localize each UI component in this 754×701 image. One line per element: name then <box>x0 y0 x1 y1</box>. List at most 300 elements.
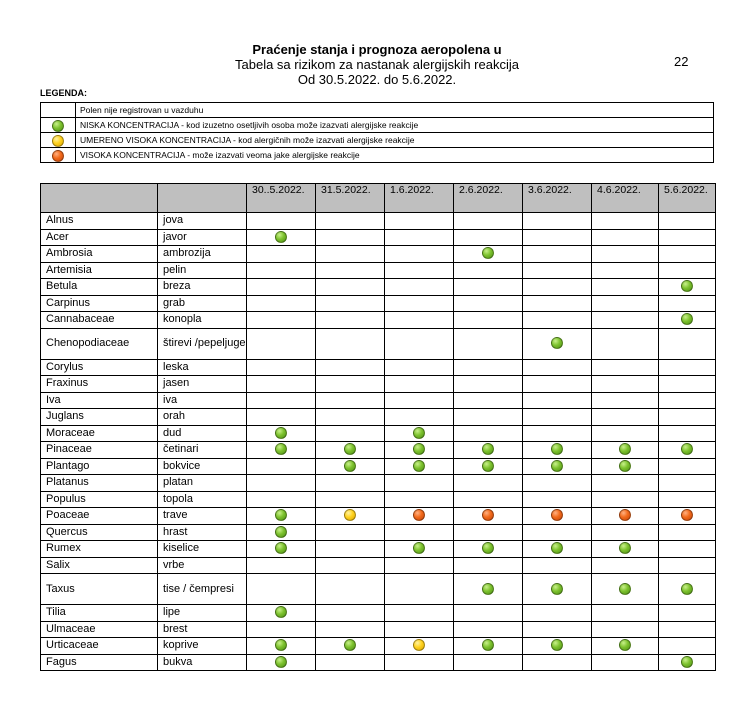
local-name: koprive <box>158 638 247 655</box>
concentration-cell <box>316 425 385 442</box>
table-row <box>41 409 716 426</box>
concentration-cell <box>592 557 659 574</box>
concentration-cell <box>385 425 454 442</box>
header-date: 5.6.2022. <box>659 184 716 213</box>
latin-name: Acer <box>41 229 158 246</box>
table-row <box>41 295 716 312</box>
latin-name: Pinaceae <box>41 442 158 459</box>
concentration-cell <box>523 279 592 296</box>
concentration-cell <box>523 425 592 442</box>
local-name: brest <box>158 621 247 638</box>
local-name: bukva <box>158 654 247 671</box>
concentration-cell <box>592 229 659 246</box>
concentration-cell <box>247 638 316 655</box>
concentration-cell <box>454 246 523 263</box>
low-concentration-dot-icon <box>681 583 693 595</box>
concentration-cell <box>454 376 523 393</box>
concentration-cell <box>454 442 523 459</box>
moderate-concentration-dot-icon <box>52 135 64 147</box>
latin-name: Urticaceae <box>41 638 158 655</box>
concentration-cell <box>247 295 316 312</box>
concentration-cell <box>454 229 523 246</box>
concentration-cell <box>523 246 592 263</box>
legend-title: LEGENDA: <box>40 88 87 98</box>
concentration-cell <box>454 508 523 525</box>
concentration-cell <box>592 376 659 393</box>
low-concentration-dot-icon <box>275 509 287 521</box>
concentration-cell <box>247 262 316 279</box>
concentration-cell <box>659 279 716 296</box>
concentration-cell <box>592 605 659 622</box>
low-concentration-dot-icon <box>275 526 287 538</box>
low-concentration-dot-icon <box>413 427 425 439</box>
concentration-cell <box>316 392 385 409</box>
concentration-cell <box>316 295 385 312</box>
local-name: bokvice <box>158 458 247 475</box>
table-row <box>41 213 716 230</box>
low-concentration-dot-icon <box>413 460 425 472</box>
low-concentration-dot-icon <box>681 313 693 325</box>
local-name: platan <box>158 475 247 492</box>
concentration-cell <box>592 442 659 459</box>
concentration-cell <box>454 574 523 605</box>
local-name: pelin <box>158 262 247 279</box>
legend-row <box>41 133 714 148</box>
concentration-cell <box>659 491 716 508</box>
low-concentration-dot-icon <box>551 460 563 472</box>
concentration-cell <box>592 524 659 541</box>
high-concentration-dot-icon <box>619 509 631 521</box>
low-concentration-dot-icon <box>52 120 64 132</box>
concentration-cell <box>385 574 454 605</box>
concentration-cell <box>659 246 716 263</box>
legend-symbol <box>41 133 76 148</box>
concentration-cell <box>659 213 716 230</box>
concentration-cell <box>523 621 592 638</box>
concentration-cell <box>592 409 659 426</box>
low-concentration-dot-icon <box>482 460 494 472</box>
concentration-cell <box>316 621 385 638</box>
latin-name: Juglans <box>41 409 158 426</box>
concentration-cell <box>316 524 385 541</box>
concentration-cell <box>523 475 592 492</box>
local-name: orah <box>158 409 247 426</box>
latin-name: Poaceae <box>41 508 158 525</box>
concentration-cell <box>385 295 454 312</box>
latin-name: Artemisia <box>41 262 158 279</box>
concentration-cell <box>247 541 316 558</box>
concentration-cell <box>247 213 316 230</box>
concentration-cell <box>316 312 385 329</box>
concentration-cell <box>385 392 454 409</box>
concentration-cell <box>523 557 592 574</box>
concentration-cell <box>523 442 592 459</box>
concentration-cell <box>316 541 385 558</box>
local-name: četinari <box>158 442 247 459</box>
concentration-cell <box>316 508 385 525</box>
concentration-cell <box>454 425 523 442</box>
low-concentration-dot-icon <box>551 542 563 554</box>
table-header-row <box>41 184 716 213</box>
low-concentration-dot-icon <box>482 639 494 651</box>
concentration-cell <box>592 312 659 329</box>
concentration-cell <box>523 229 592 246</box>
latin-name: Plantago <box>41 458 158 475</box>
concentration-cell <box>385 508 454 525</box>
legend-row <box>41 148 714 163</box>
concentration-cell <box>454 328 523 359</box>
concentration-cell <box>385 229 454 246</box>
low-concentration-dot-icon <box>413 443 425 455</box>
concentration-cell <box>385 409 454 426</box>
concentration-cell <box>659 262 716 279</box>
concentration-cell <box>454 491 523 508</box>
concentration-cell <box>659 312 716 329</box>
header-date: 3.6.2022. <box>523 184 592 213</box>
pollen-table <box>40 183 716 671</box>
table-row <box>41 491 716 508</box>
low-concentration-dot-icon <box>551 443 563 455</box>
concentration-cell <box>523 654 592 671</box>
concentration-cell <box>659 229 716 246</box>
concentration-cell <box>316 557 385 574</box>
concentration-cell <box>592 425 659 442</box>
concentration-cell <box>592 328 659 359</box>
concentration-cell <box>523 213 592 230</box>
low-concentration-dot-icon <box>275 606 287 618</box>
low-concentration-dot-icon <box>551 639 563 651</box>
concentration-cell <box>523 359 592 376</box>
concentration-cell <box>592 279 659 296</box>
latin-name: Salix <box>41 557 158 574</box>
concentration-cell <box>385 557 454 574</box>
latin-name: Platanus <box>41 475 158 492</box>
legend-row <box>41 118 714 133</box>
table-row <box>41 458 716 475</box>
table-row <box>41 229 716 246</box>
concentration-cell <box>523 541 592 558</box>
concentration-cell <box>316 246 385 263</box>
concentration-cell <box>592 213 659 230</box>
high-concentration-dot-icon <box>52 150 64 162</box>
local-name: trave <box>158 508 247 525</box>
table-row <box>41 605 716 622</box>
concentration-cell <box>523 638 592 655</box>
latin-name: Alnus <box>41 213 158 230</box>
concentration-cell <box>659 295 716 312</box>
concentration-cell <box>454 541 523 558</box>
concentration-cell <box>523 376 592 393</box>
concentration-cell <box>247 392 316 409</box>
header-latin <box>41 184 158 213</box>
concentration-cell <box>659 328 716 359</box>
table-row <box>41 246 716 263</box>
concentration-cell <box>247 654 316 671</box>
legend-row <box>41 103 714 118</box>
table-row <box>41 328 716 359</box>
low-concentration-dot-icon <box>413 542 425 554</box>
local-name: ambrozija <box>158 246 247 263</box>
concentration-cell <box>523 262 592 279</box>
latin-name: Cannabaceae <box>41 312 158 329</box>
concentration-cell <box>592 508 659 525</box>
low-concentration-dot-icon <box>275 639 287 651</box>
concentration-cell <box>592 392 659 409</box>
concentration-cell <box>247 605 316 622</box>
latin-name: Chenopodiaceae <box>41 328 158 359</box>
concentration-cell <box>659 425 716 442</box>
concentration-cell <box>523 508 592 525</box>
concentration-cell <box>659 621 716 638</box>
concentration-cell <box>316 605 385 622</box>
concentration-cell <box>523 574 592 605</box>
concentration-cell <box>659 541 716 558</box>
table-row <box>41 557 716 574</box>
table-row <box>41 475 716 492</box>
local-name: kiselice <box>158 541 247 558</box>
low-concentration-dot-icon <box>275 656 287 668</box>
concentration-cell <box>454 295 523 312</box>
local-name: breza <box>158 279 247 296</box>
table-row <box>41 279 716 296</box>
local-name: lipe <box>158 605 247 622</box>
page-number: 22 <box>674 54 689 69</box>
concentration-cell <box>659 574 716 605</box>
concentration-cell <box>659 638 716 655</box>
table-row <box>41 442 716 459</box>
concentration-cell <box>316 328 385 359</box>
concentration-cell <box>454 605 523 622</box>
local-name: grab <box>158 295 247 312</box>
concentration-cell <box>385 246 454 263</box>
concentration-cell <box>385 638 454 655</box>
local-name: štirevi /pepeljuge <box>158 328 247 359</box>
concentration-cell <box>592 621 659 638</box>
latin-name: Populus <box>41 491 158 508</box>
low-concentration-dot-icon <box>482 583 494 595</box>
latin-name: Ulmaceae <box>41 621 158 638</box>
concentration-cell <box>592 574 659 605</box>
concentration-cell <box>454 312 523 329</box>
concentration-cell <box>592 638 659 655</box>
concentration-cell <box>592 458 659 475</box>
concentration-cell <box>247 328 316 359</box>
header-date: 1.6.2022. <box>385 184 454 213</box>
concentration-cell <box>659 557 716 574</box>
table-row <box>41 392 716 409</box>
low-concentration-dot-icon <box>619 443 631 455</box>
concentration-cell <box>247 442 316 459</box>
low-concentration-dot-icon <box>275 231 287 243</box>
table-row <box>41 524 716 541</box>
table-row <box>41 312 716 329</box>
concentration-cell <box>385 458 454 475</box>
low-concentration-dot-icon <box>275 542 287 554</box>
local-name: iva <box>158 392 247 409</box>
concentration-cell <box>316 442 385 459</box>
header-date: 30..5.2022. <box>247 184 316 213</box>
concentration-cell <box>592 541 659 558</box>
concentration-cell <box>454 409 523 426</box>
concentration-cell <box>316 654 385 671</box>
table-row <box>41 359 716 376</box>
concentration-cell <box>659 442 716 459</box>
concentration-cell <box>659 508 716 525</box>
latin-name: Fraxinus <box>41 376 158 393</box>
concentration-cell <box>316 262 385 279</box>
concentration-cell <box>454 654 523 671</box>
concentration-cell <box>592 262 659 279</box>
concentration-cell <box>592 654 659 671</box>
concentration-cell <box>523 491 592 508</box>
report-title: Praćenje stanja i prognoza aeropolena u <box>252 42 502 57</box>
low-concentration-dot-icon <box>619 460 631 472</box>
concentration-cell <box>247 229 316 246</box>
concentration-cell <box>523 312 592 329</box>
concentration-cell <box>659 359 716 376</box>
local-name: konopla <box>158 312 247 329</box>
legend-symbol <box>41 118 76 133</box>
table-row <box>41 621 716 638</box>
latin-name: Tilia <box>41 605 158 622</box>
latin-name: Ambrosia <box>41 246 158 263</box>
latin-name: Fagus <box>41 654 158 671</box>
concentration-cell <box>659 475 716 492</box>
concentration-cell <box>385 541 454 558</box>
low-concentration-dot-icon <box>551 583 563 595</box>
low-concentration-dot-icon <box>482 247 494 259</box>
concentration-cell <box>247 557 316 574</box>
legend-table <box>40 102 714 163</box>
concentration-cell <box>247 458 316 475</box>
concentration-cell <box>385 262 454 279</box>
concentration-cell <box>316 229 385 246</box>
concentration-cell <box>247 475 316 492</box>
low-concentration-dot-icon <box>275 427 287 439</box>
concentration-cell <box>592 295 659 312</box>
local-name: hrast <box>158 524 247 541</box>
concentration-cell <box>316 279 385 296</box>
legend-text: VISOKA KONCENTRACIJA - može izazvati veoma jake alergijske reakcije <box>76 148 714 163</box>
concentration-cell <box>385 279 454 296</box>
concentration-cell <box>454 621 523 638</box>
low-concentration-dot-icon <box>344 443 356 455</box>
high-concentration-dot-icon <box>413 509 425 521</box>
concentration-cell <box>454 524 523 541</box>
low-concentration-dot-icon <box>619 639 631 651</box>
latin-name: Carpinus <box>41 295 158 312</box>
concentration-cell <box>454 458 523 475</box>
table-row <box>41 508 716 525</box>
concentration-cell <box>316 475 385 492</box>
concentration-cell <box>385 491 454 508</box>
concentration-cell <box>247 312 316 329</box>
concentration-cell <box>247 359 316 376</box>
high-concentration-dot-icon <box>551 509 563 521</box>
low-concentration-dot-icon <box>681 280 693 292</box>
latin-name: Taxus <box>41 574 158 605</box>
concentration-cell <box>592 491 659 508</box>
concentration-cell <box>385 312 454 329</box>
latin-name: Quercus <box>41 524 158 541</box>
concentration-cell <box>385 654 454 671</box>
low-concentration-dot-icon <box>619 583 631 595</box>
high-concentration-dot-icon <box>482 509 494 521</box>
concentration-cell <box>247 574 316 605</box>
concentration-cell <box>385 605 454 622</box>
concentration-cell <box>247 279 316 296</box>
concentration-cell <box>454 359 523 376</box>
table-row <box>41 654 716 671</box>
concentration-cell <box>523 328 592 359</box>
concentration-cell <box>316 213 385 230</box>
concentration-cell <box>316 638 385 655</box>
table-row <box>41 638 716 655</box>
local-name: tise / čempresi <box>158 574 247 605</box>
concentration-cell <box>316 574 385 605</box>
concentration-cell <box>523 524 592 541</box>
concentration-cell <box>247 246 316 263</box>
concentration-cell <box>659 524 716 541</box>
concentration-cell <box>659 605 716 622</box>
concentration-cell <box>247 425 316 442</box>
latin-name: Corylus <box>41 359 158 376</box>
low-concentration-dot-icon <box>482 443 494 455</box>
low-concentration-dot-icon <box>344 460 356 472</box>
legend-symbol <box>41 148 76 163</box>
table-row <box>41 376 716 393</box>
header-date: 4.6.2022. <box>592 184 659 213</box>
concentration-cell <box>385 621 454 638</box>
concentration-cell <box>454 213 523 230</box>
low-concentration-dot-icon <box>482 542 494 554</box>
local-name: vrbe <box>158 557 247 574</box>
local-name: javor <box>158 229 247 246</box>
concentration-cell <box>659 654 716 671</box>
concentration-cell <box>316 376 385 393</box>
concentration-cell <box>316 491 385 508</box>
low-concentration-dot-icon <box>344 639 356 651</box>
local-name: topola <box>158 491 247 508</box>
concentration-cell <box>523 295 592 312</box>
moderate-concentration-dot-icon <box>413 639 425 651</box>
high-concentration-dot-icon <box>681 509 693 521</box>
table-row <box>41 262 716 279</box>
concentration-cell <box>454 638 523 655</box>
low-concentration-dot-icon <box>681 656 693 668</box>
low-concentration-dot-icon <box>551 337 563 349</box>
local-name: jova <box>158 213 247 230</box>
concentration-cell <box>247 621 316 638</box>
concentration-cell <box>659 376 716 393</box>
header-local <box>158 184 247 213</box>
local-name: jasen <box>158 376 247 393</box>
concentration-cell <box>247 376 316 393</box>
concentration-cell <box>385 328 454 359</box>
table-row <box>41 574 716 605</box>
legend-text: UMERENO VISOKA KONCENTRACIJA - kod alergičnih može izazvati alergijske reakcije <box>76 133 714 148</box>
concentration-cell <box>385 213 454 230</box>
concentration-cell <box>316 458 385 475</box>
concentration-cell <box>385 376 454 393</box>
concentration-cell <box>454 262 523 279</box>
concentration-cell <box>523 605 592 622</box>
concentration-cell <box>659 458 716 475</box>
concentration-cell <box>454 475 523 492</box>
table-row <box>41 541 716 558</box>
concentration-cell <box>385 524 454 541</box>
concentration-cell <box>247 508 316 525</box>
